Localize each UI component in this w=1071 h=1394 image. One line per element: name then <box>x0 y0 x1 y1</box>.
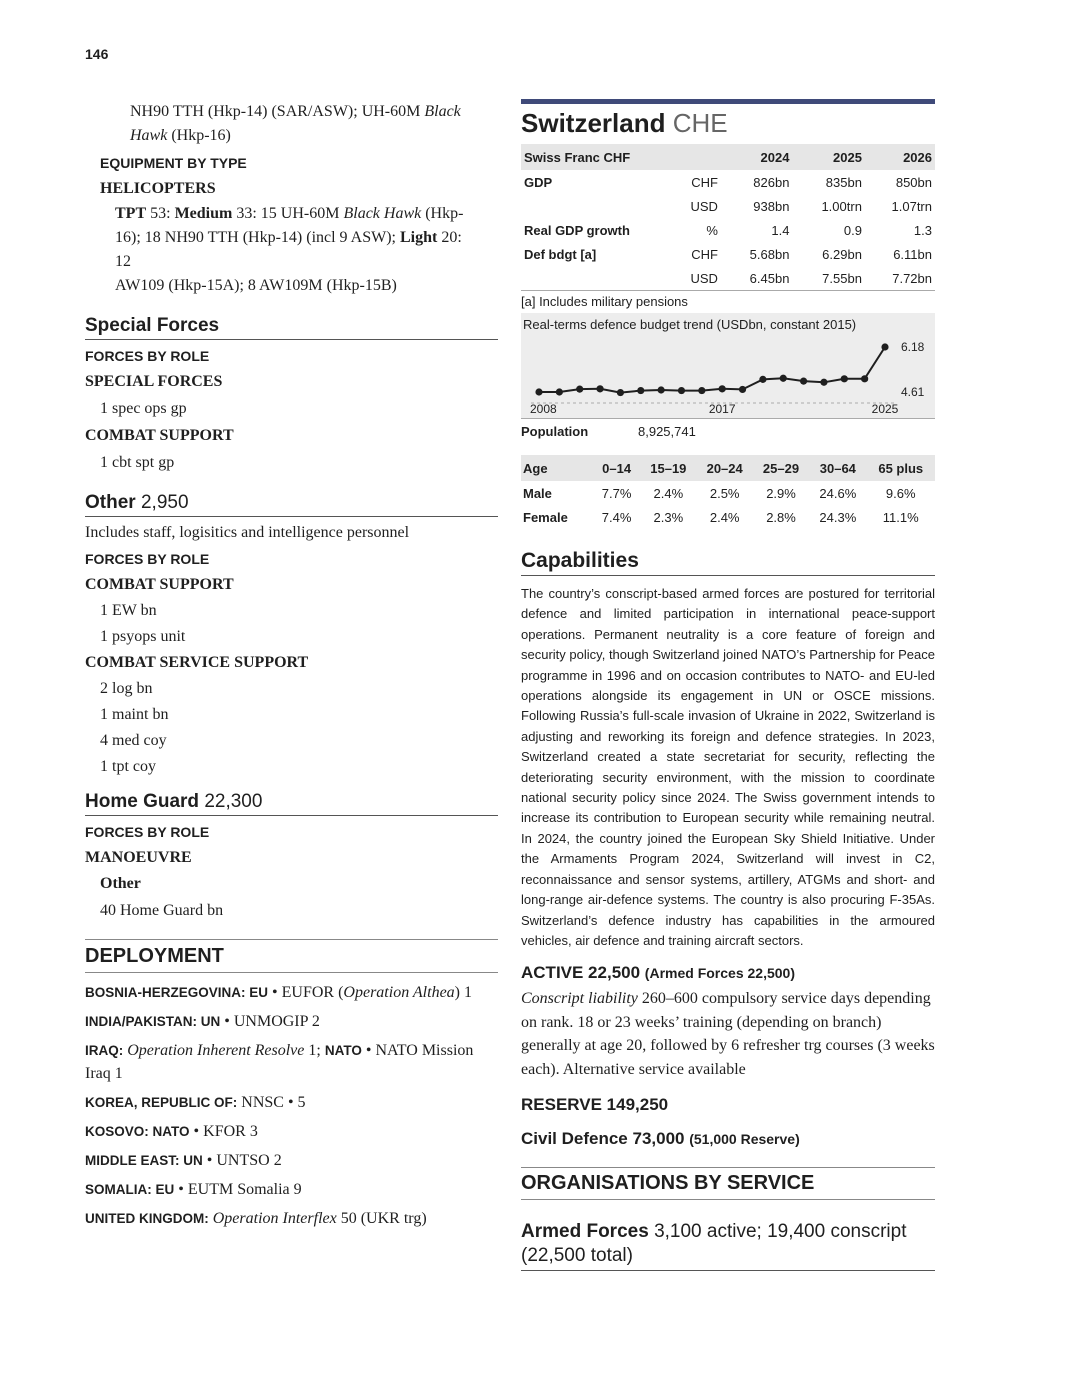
table-header-cell: 25–29 <box>753 455 809 481</box>
conscript-liability-text: Conscript liability 260–600 compulsory service days depending on rank. 18 or 23 weeks’ training (depending on branch) generally at age 20, followed by 6 refresher trg courses (3 weeks each). Alternative service available <box>521 990 935 1078</box>
forces-by-role-label: FORCES BY ROLE <box>85 348 210 364</box>
table-cell: 9.6% <box>885 485 916 501</box>
table-cell: 0.9 <box>843 222 862 238</box>
chart-x-tick-label: 2017 <box>708 402 736 416</box>
table-cell: 835bn <box>825 174 862 190</box>
economic-table <box>521 144 935 290</box>
table-row <box>521 218 935 242</box>
chart-point <box>719 385 726 392</box>
category-label: COMBAT SUPPORT <box>85 427 234 444</box>
chart-point <box>658 386 665 393</box>
chart-point <box>678 387 685 394</box>
capabilities-text: The country’s conscript-based armed forces are postured for territorial defence and limited participation in international peace-support operations. Permanent neutrality is a core feature of foreign and security policy, though Switzerland joined NATO’s Partnership for Peace programme in 1996 and on occasion contributes to NATO- and EU-led operations alongside its engagement in UN or OSCE missions. Following Russia’s full-scale invasion of Ukraine in 2022, Switzerland is adjusting and reworking its foreign and defence strategies. In 2023, Switzerland created a state secretariat for security, reflecting the deteriorating security environment, with the mission to coordinate national security policy since 2024. The Swiss government intends to increase its contribution to European security while remaining neutral. In 2024, the country joined the European Sky Shield Initiative. Under the Armaments Program 2024, Switzerland will invest in C2, reconnaissance and sensor systems, artillery, ATGMs and short- and long-range air-defence systems. The country is also procuring F-35As. Switzerland’s defence industry has capabilities in the armoured vehicles, air defence and training aircraft sectors. <box>521 586 935 948</box>
deployment-entry: INDIA/PAKISTAN: UN • UNMOGIP 2 <box>85 1013 320 1030</box>
population-value: 8,925,741 <box>638 424 696 439</box>
table-cell: 2.4% <box>653 485 684 501</box>
table-header-cell: 0–14 <box>593 455 640 481</box>
table-cell: 1.4 <box>771 222 790 238</box>
table-cell <box>521 266 673 290</box>
table-row <box>521 242 935 266</box>
table-cell: 7.7% <box>601 485 632 501</box>
chart-point <box>759 376 766 383</box>
other-heading: Other 2,950 <box>85 491 498 517</box>
chart-point <box>576 386 583 393</box>
category-label: COMBAT SUPPORT <box>85 576 234 593</box>
table-header-cell: 15–19 <box>640 455 696 481</box>
table-cell <box>521 194 673 218</box>
table-cell: Male <box>523 485 552 501</box>
deployment-entry: SOMALIA: EU • EUTM Somalia 9 <box>85 1181 302 1198</box>
chart-point <box>596 385 603 392</box>
capabilities-heading: Capabilities <box>521 549 935 576</box>
chart-point <box>881 343 888 350</box>
table-row <box>521 194 935 218</box>
country-header-bar <box>521 99 935 104</box>
table-cell: 938bn <box>753 198 790 214</box>
continued-entry: NH90 TTH (Hkp-14) (SAR/ASW); UH-60M Black Hawk (Hkp-16) <box>130 103 461 144</box>
table-row <box>521 505 935 529</box>
chart-point <box>841 375 848 382</box>
helicopters-transport-entry: TPT 53: Medium 33: 15 UH-60M Black Hawk (Hkp- 16); 18 NH90 TTH (Hkp-14) (incl 9 ASW); Light 20: 12 AW109 (Hkp-15A); 8 AW109M (Hkp-15B) <box>115 205 464 294</box>
unit-item: 1 maint bn <box>100 706 169 723</box>
chart-point <box>739 386 746 393</box>
table-header-cell: Age <box>521 455 593 481</box>
chart-canvas <box>521 313 935 418</box>
chart-point <box>861 375 868 382</box>
table-cell: 6.45bn <box>749 270 790 286</box>
table-cell: 2.9% <box>766 485 796 501</box>
table-header-cell: Swiss Franc CHF <box>521 144 673 170</box>
table-header-cell: 2026 <box>872 144 935 170</box>
table-cell: 2.4% <box>709 509 740 525</box>
chart-point <box>637 387 644 394</box>
table-cell: 24.6% <box>819 485 857 501</box>
table-cell: 2.5% <box>709 485 740 501</box>
table-cell: Real GDP growth <box>524 222 630 238</box>
table-cell: 826bn <box>753 174 790 190</box>
unit-item: 1 EW bn <box>100 602 157 619</box>
category-label: SPECIAL FORCES <box>85 373 223 390</box>
unit-item: 1 cbt spt gp <box>100 454 175 471</box>
table-cell: GDP <box>524 174 553 190</box>
left-column <box>85 100 498 1236</box>
other-note: Includes staff, logisitics and intelligence personnel <box>85 524 410 541</box>
unit-item: 1 spec ops gp <box>100 400 187 417</box>
budget-note: [a] Includes military pensions <box>521 290 935 313</box>
table-cell: CHF <box>691 246 718 262</box>
helicopters-heading: HELICOPTERS <box>100 180 216 197</box>
table-cell: 1.3 <box>913 222 932 238</box>
table-cell: Def bdgt [a] <box>524 246 597 262</box>
table-header-cell: 65 plus <box>867 455 936 481</box>
table-cell: 2.3% <box>653 509 684 525</box>
deployment-entry: KOREA, REPUBLIC OF: NNSC • 5 <box>85 1094 306 1111</box>
table-header-cell: 20–24 <box>697 455 753 481</box>
table-header-cell: 2024 <box>728 144 800 170</box>
chart-point <box>820 379 827 386</box>
table-cell: 6.11bn <box>893 246 932 262</box>
civil-defence-heading: Civil Defence 73,000 (51,000 Reserve) <box>521 1129 800 1149</box>
population-row: Population 8,925,741 <box>521 419 935 445</box>
table-row <box>521 481 935 505</box>
deployment-entry: UNITED KINGDOM: Operation Interflex 50 (UKR trg) <box>85 1210 427 1227</box>
table-row <box>521 170 935 194</box>
equipment-by-type-heading: EQUIPMENT BY TYPE <box>100 155 247 171</box>
chart-point <box>800 378 807 385</box>
table-cell: 7.72bn <box>892 270 932 286</box>
organisations-heading: ORGANISATIONS BY SERVICE <box>521 1167 935 1200</box>
reserve-heading: RESERVE 149,250 <box>521 1095 669 1115</box>
table-cell: 2.8% <box>766 509 796 525</box>
subcategory-label: Other <box>100 875 141 892</box>
unit-item: 1 psyops unit <box>100 628 186 645</box>
unit-item: 2 log bn <box>100 680 153 697</box>
unit-item: 1 tpt coy <box>100 758 156 775</box>
chart-x-tick-label: 2008 <box>530 402 557 416</box>
chart-point <box>780 375 787 382</box>
armed-forces-heading: Armed Forces 3,100 active; 19,400 conscript (22,500 total) <box>521 1220 935 1271</box>
age-table <box>521 455 935 529</box>
table-cell: 5.68bn <box>749 246 790 262</box>
table-header-cell: 2025 <box>799 144 872 170</box>
chart-x-tick-label: 2025 <box>871 402 899 416</box>
special-forces-heading: Special Forces <box>85 314 498 340</box>
table-row <box>521 266 935 290</box>
table-cell: 11.1% <box>882 509 919 525</box>
table-cell: % <box>706 222 718 238</box>
chart-point <box>556 388 563 395</box>
deployment-heading: DEPLOYMENT <box>85 939 498 973</box>
right-column <box>521 99 935 1271</box>
table-cell: 24.3% <box>819 509 857 525</box>
table-cell: 850bn <box>895 174 932 190</box>
home-guard-heading: Home Guard 22,300 <box>85 790 498 816</box>
page-number: 146 <box>85 46 109 62</box>
unit-item: 4 med coy <box>100 732 167 749</box>
table-header-row <box>521 455 935 481</box>
country-title: Switzerland CHE <box>521 108 728 138</box>
table-cell: 7.55bn <box>822 270 862 286</box>
table-cell: CHF <box>691 174 718 190</box>
table-header-row <box>521 144 935 170</box>
category-label: MANOEUVRE <box>85 849 192 866</box>
deployment-entry: KOSOVO: NATO • KFOR 3 <box>85 1123 258 1140</box>
table-cell: 6.29bn <box>822 246 862 262</box>
chart-title: Real-terms defence budget trend (USDbn, constant 2015) <box>523 317 857 332</box>
forces-by-role-label: FORCES BY ROLE <box>85 551 210 567</box>
table-header-cell: 30–64 <box>809 455 866 481</box>
chart-point <box>698 387 705 394</box>
table-cell: Female <box>523 509 568 525</box>
deployment-entry: BOSNIA-HERZEGOVINA: EU • EUFOR (Operation Althea) 1 <box>85 984 472 1001</box>
table-cell: USD <box>690 270 718 286</box>
chart-point <box>617 389 624 396</box>
table-cell: 7.4% <box>601 509 632 525</box>
table-header-cell <box>673 144 728 170</box>
category-label: COMBAT SERVICE SUPPORT <box>85 654 309 671</box>
chart-series-line <box>539 347 885 393</box>
unit-item: 40 Home Guard bn <box>100 902 224 919</box>
deployment-entry: IRAQ: Operation Inherent Resolve 1; NATO • NATO Mission Iraq 1 <box>85 1042 474 1082</box>
forces-by-role-label: FORCES BY ROLE <box>85 824 210 840</box>
chart-point <box>535 388 542 395</box>
budget-trend-chart <box>521 313 935 419</box>
table-cell: USD <box>690 198 718 214</box>
deployment-entry: MIDDLE EAST: UN • UNTSO 2 <box>85 1152 282 1169</box>
table-cell: 1.07trn <box>891 198 932 214</box>
chart-y-label: 6.18 <box>901 340 925 354</box>
active-heading: ACTIVE 22,500 (Armed Forces 22,500) <box>521 963 795 983</box>
chart-y-label: 4.61 <box>901 385 925 399</box>
table-cell: 1.00trn <box>821 198 862 214</box>
